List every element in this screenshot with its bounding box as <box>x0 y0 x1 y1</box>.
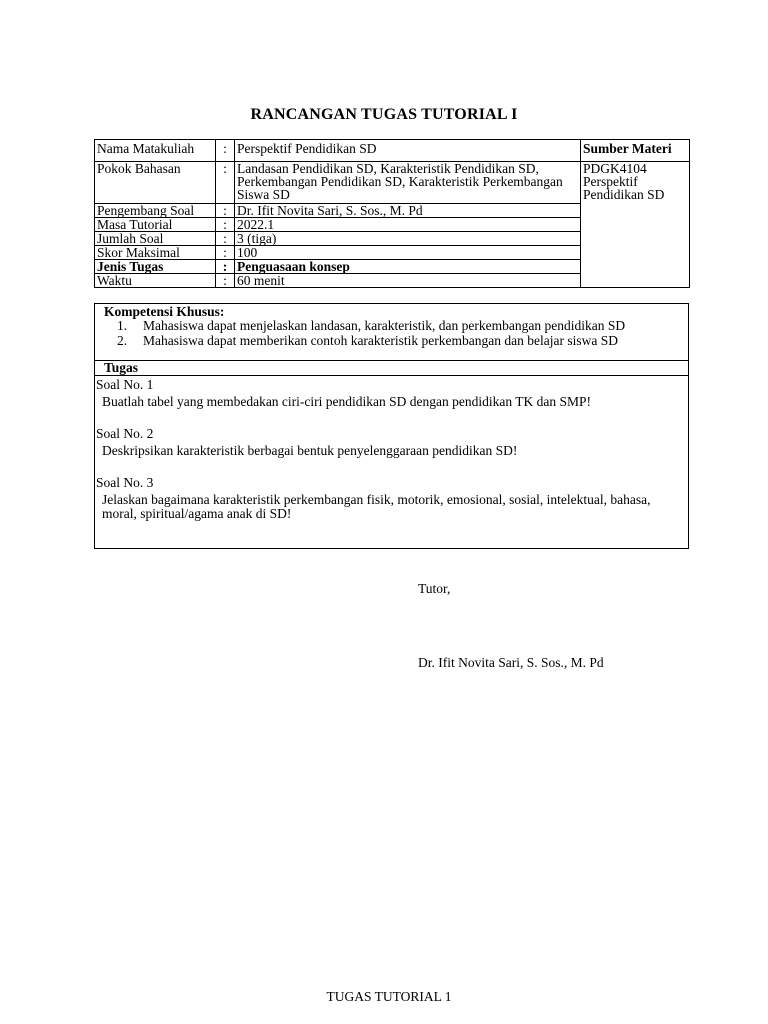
page-footer: TUGAS TUTORIAL 1 <box>326 989 452 1004</box>
info-label: Skor Maksimal <box>95 246 216 260</box>
list-number: 1. <box>117 318 128 333</box>
info-row-pokok-bahasan <box>95 162 690 204</box>
kompetensi-list <box>117 320 687 349</box>
info-label: Pokok Bahasan <box>95 162 216 204</box>
list-text: Mahasiswa dapat memberikan contoh karakteristik perkembangan dan belajar siswa SD <box>143 332 618 348</box>
info-value: Penguasaan konsep <box>235 260 581 274</box>
info-separator: : <box>216 204 235 218</box>
soal-text: Deskripsikan karakteristik berbagai bentuk penyelenggaraan pendidikan SD! <box>102 443 518 458</box>
soal-label: Soal No. 2 <box>96 426 154 441</box>
list-item <box>117 332 687 348</box>
source-code: PDGK4104 <box>583 161 647 176</box>
info-label: Jumlah Soal <box>95 232 216 246</box>
soal-1 <box>96 378 686 409</box>
source-header: Sumber Materi <box>581 140 690 162</box>
info-value: 100 <box>235 246 581 260</box>
soal-2 <box>96 427 686 458</box>
list-item <box>117 320 687 332</box>
info-label: Masa Tutorial <box>95 218 216 232</box>
info-value: Dr. Ifit Novita Sari, S. Sos., M. Pd <box>235 204 581 218</box>
info-label: Nama Matakuliah <box>95 140 216 162</box>
tugas-header <box>95 360 688 376</box>
info-value: Landasan Pendidikan SD, Karakteristik Pendidikan SD, Perkembangan Pendidikan SD, Karakteristik Perkembangan Siswa SD <box>235 162 581 204</box>
course-info-table <box>94 139 690 288</box>
assignment-box <box>94 303 689 549</box>
signature-role: Tutor, <box>418 581 451 596</box>
kompetensi-title: Kompetensi Khusus: <box>104 304 225 319</box>
list-text: Mahasiswa dapat menjelaskan landasan, karakteristik, dan perkembangan pendidikan SD <box>143 318 626 333</box>
info-value: 60 menit <box>235 274 581 288</box>
info-separator: : <box>216 260 235 274</box>
info-separator: : <box>216 140 235 162</box>
info-value: 3 (tiga) <box>235 232 581 246</box>
info-separator: : <box>216 232 235 246</box>
info-separator: : <box>216 274 235 288</box>
info-label: Waktu <box>95 274 216 288</box>
info-separator: : <box>216 246 235 260</box>
soal-label: Soal No. 3 <box>96 475 154 490</box>
info-value: 2022.1 <box>235 218 581 232</box>
soal-label: Soal No. 1 <box>96 377 154 392</box>
tugas-title: Tugas <box>104 360 139 375</box>
source-materi-cell <box>581 162 690 288</box>
document-title: RANCANGAN TUGAS TUTORIAL I <box>250 106 518 123</box>
info-row-nama-matakuliah <box>95 140 690 162</box>
info-separator: : <box>216 218 235 232</box>
soal-text: Buatlah tabel yang membedakan ciri-ciri pendidikan SD dengan pendidikan TK dan SMP! <box>102 394 592 409</box>
info-separator: : <box>216 162 235 204</box>
soal-3 <box>96 476 686 521</box>
signature-name: Dr. Ifit Novita Sari, S. Sos., M. Pd <box>418 655 604 670</box>
info-label: Pengembang Soal <box>95 204 216 218</box>
source-line: Perspektif <box>583 174 638 189</box>
soal-text: Jelaskan bagaimana karakteristik perkembangan fisik, motorik, emosional, sosial, intelektual, bahasa, moral, spiritual/agama anak di SD! <box>102 492 651 521</box>
info-label: Jenis Tugas <box>95 260 216 274</box>
source-line: Pendidikan SD <box>583 187 665 202</box>
info-value: Perspektif Pendidikan SD <box>235 140 581 162</box>
list-number: 2. <box>117 332 128 348</box>
